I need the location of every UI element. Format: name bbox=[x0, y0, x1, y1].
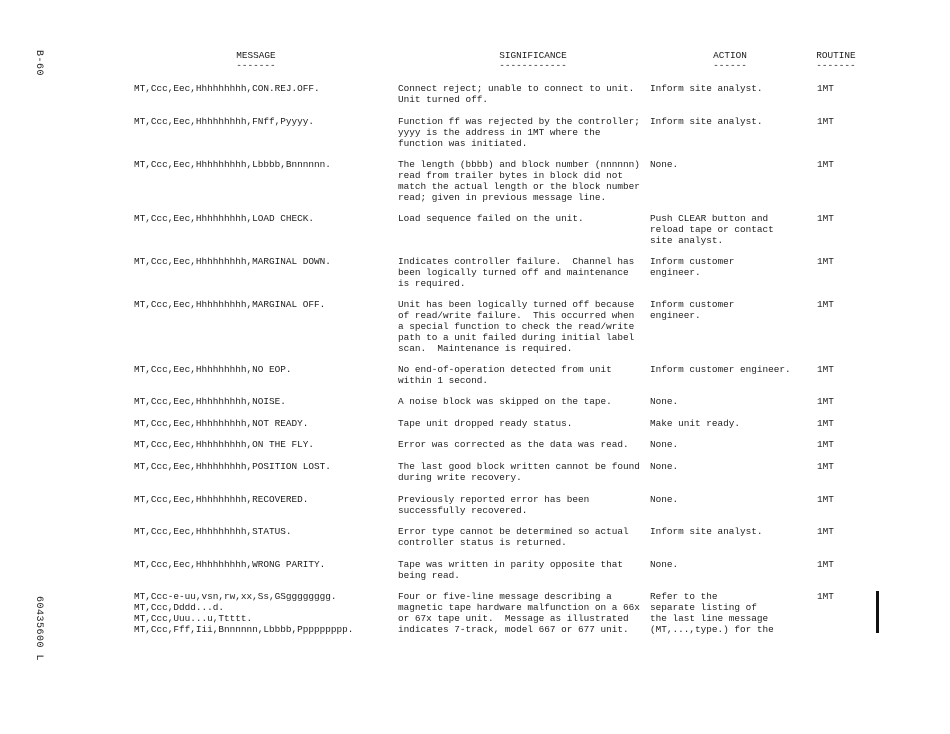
message-cell: MT,Ccc,Eec,Hhhhhhhhh,NOISE. bbox=[134, 396, 286, 407]
routine-cell: 1MT bbox=[817, 526, 834, 537]
significance-cell: The length (bbbb) and block number (nnnnnn) read from trailer bytes in block did not match the actual length or the block number read; given in previous message line. bbox=[398, 159, 640, 203]
message-cell: MT,Ccc,Eec,Hhhhhhhhh,LOAD CHECK. bbox=[134, 213, 315, 224]
message-cell: MT,Ccc,Eec,Hhhhhhhhh,MARGINAL OFF. bbox=[134, 299, 326, 310]
column-header-message-label: MESSAGE bbox=[236, 50, 276, 61]
change-bar bbox=[876, 591, 879, 633]
routine-cell: 1MT bbox=[817, 116, 834, 127]
action-cell: Inform customer engineer. bbox=[650, 299, 735, 321]
significance-cell: Error type cannot be determined so actual controller status is returned. bbox=[398, 526, 629, 548]
column-header-action-label: ACTION bbox=[713, 50, 747, 61]
column-header-message-underline: ------- bbox=[236, 60, 276, 71]
message-cell: MT,Ccc,Eec,Hhhhhhhhh,CON.REJ.OFF. bbox=[134, 83, 320, 94]
significance-cell: Indicates controller failure. Channel has been logically turned off and maintenance is required. bbox=[398, 256, 635, 289]
routine-cell: 1MT bbox=[817, 299, 834, 310]
message-cell: MT,Ccc,Eec,Hhhhhhhhh,POSITION LOST. bbox=[134, 461, 331, 472]
significance-cell: Function ff was rejected by the controller; yyyy is the address in 1MT where the function was initiated. bbox=[398, 116, 640, 149]
column-header-routine bbox=[815, 50, 857, 71]
significance-cell: Load sequence failed on the unit. bbox=[398, 213, 584, 224]
column-header-action bbox=[713, 50, 747, 71]
routine-cell: 1MT bbox=[817, 494, 834, 505]
page-number: B-60 bbox=[33, 50, 44, 77]
action-cell: Inform site analyst. bbox=[650, 526, 763, 537]
routine-cell: 1MT bbox=[817, 213, 834, 224]
document-number: 60435600 L bbox=[33, 596, 44, 662]
action-cell: Refer to the separate listing of the last line message (MT,...,type.) for the bbox=[650, 591, 774, 635]
action-cell: Push CLEAR button and reload tape or contact site analyst. bbox=[650, 213, 774, 246]
routine-cell: 1MT bbox=[817, 591, 834, 602]
action-cell: Inform site analyst. bbox=[650, 116, 763, 127]
routine-cell: 1MT bbox=[817, 396, 834, 407]
significance-cell: A noise block was skipped on the tape. bbox=[398, 396, 612, 407]
action-cell: None. bbox=[650, 159, 679, 170]
message-cell: MT,Ccc,Eec,Hhhhhhhhh,FNff,Pyyyy. bbox=[134, 116, 315, 127]
routine-cell: 1MT bbox=[817, 83, 834, 94]
column-header-significance-label: SIGNIFICANCE bbox=[499, 50, 567, 61]
message-cell: MT,Ccc,Eec,Hhhhhhhhh,RECOVERED. bbox=[134, 494, 309, 505]
message-cell: MT,Ccc,Eec,Hhhhhhhhh,WRONG PARITY. bbox=[134, 559, 326, 570]
column-header-routine-label: ROUTINE bbox=[816, 50, 856, 61]
column-header-action-underline: ------ bbox=[713, 60, 747, 71]
action-cell: Inform customer engineer. bbox=[650, 256, 735, 278]
significance-cell: Four or five-line message describing a magnetic tape hardware malfunction on a 66x or 67x tape unit. Message as illustrated indicates 7-track, model 667 or 677 unit. bbox=[398, 591, 640, 635]
action-cell: Inform customer engineer. bbox=[650, 364, 791, 375]
column-header-significance-underline: ------------ bbox=[499, 60, 567, 71]
message-cell: MT,Ccc,Eec,Hhhhhhhhh,ON THE FLY. bbox=[134, 439, 315, 450]
message-cell: MT,Ccc-e-uu,vsn,rw,xx,Ss,GSgggggggg. MT,Ccc,Dddd...d. MT,Ccc,Uuu...u,Ttttt. MT,Ccc,Fff,Iii,Bnnnnnn,Lbbbb,Ppppppppp. bbox=[134, 591, 354, 635]
significance-cell: No end-of-operation detected from unit within 1 second. bbox=[398, 364, 612, 386]
routine-cell: 1MT bbox=[817, 256, 834, 267]
message-cell: MT,Ccc,Eec,Hhhhhhhhh,STATUS. bbox=[134, 526, 292, 537]
action-cell: None. bbox=[650, 494, 679, 505]
significance-cell: Unit has been logically turned off because of read/write failure. This occurred when a special function to check the read/write path to a unit failed during initial label scan. Maintenance is required. bbox=[398, 299, 635, 354]
message-cell: MT,Ccc,Eec,Hhhhhhhhh,NOT READY. bbox=[134, 418, 309, 429]
significance-cell: Connect reject; unable to connect to unit. Unit turned off. bbox=[398, 83, 635, 105]
message-cell: MT,Ccc,Eec,Hhhhhhhhh,NO EOP. bbox=[134, 364, 292, 375]
action-cell: None. bbox=[650, 461, 679, 472]
action-cell: Make unit ready. bbox=[650, 418, 741, 429]
routine-cell: 1MT bbox=[817, 461, 834, 472]
message-cell: MT,Ccc,Eec,Hhhhhhhhh,Lbbbb,Bnnnnnn. bbox=[134, 159, 331, 170]
routine-cell: 1MT bbox=[817, 159, 834, 170]
significance-cell: Error was corrected as the data was read. bbox=[398, 439, 629, 450]
routine-cell: 1MT bbox=[817, 439, 834, 450]
routine-cell: 1MT bbox=[817, 559, 834, 570]
significance-cell: Previously reported error has been successfully recovered. bbox=[398, 494, 590, 516]
column-header-significance bbox=[498, 50, 568, 71]
action-cell: Inform site analyst. bbox=[650, 83, 763, 94]
significance-cell: Tape was written in parity opposite that being read. bbox=[398, 559, 624, 581]
action-cell: None. bbox=[650, 559, 679, 570]
routine-cell: 1MT bbox=[817, 364, 834, 375]
action-cell: None. bbox=[650, 439, 679, 450]
column-header-routine-underline: ------- bbox=[816, 60, 856, 71]
column-header-message bbox=[230, 50, 282, 71]
routine-cell: 1MT bbox=[817, 418, 834, 429]
significance-cell: The last good block written cannot be found during write recovery. bbox=[398, 461, 640, 483]
message-cell: MT,Ccc,Eec,Hhhhhhhhh,MARGINAL DOWN. bbox=[134, 256, 331, 267]
significance-cell: Tape unit dropped ready status. bbox=[398, 418, 573, 429]
action-cell: None. bbox=[650, 396, 679, 407]
